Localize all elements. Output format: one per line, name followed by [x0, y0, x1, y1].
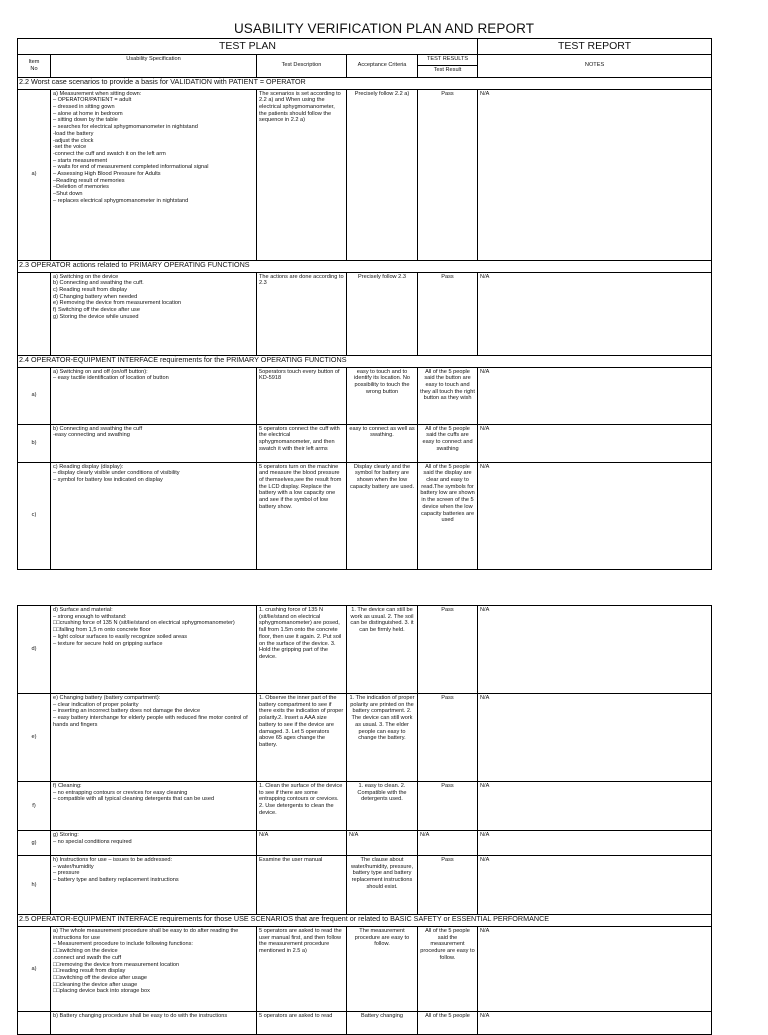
test-description-cell: 1. Clean the surface of the device to see if there are some entrapping contours or crevices. 2. Use detergents to clean the device.	[257, 782, 347, 831]
item-number	[18, 1012, 51, 1035]
acceptance-criteria-cell: Battery changing	[347, 1012, 418, 1035]
notes-header: NOTES	[478, 54, 712, 77]
item-number: g)	[18, 831, 51, 856]
usability-spec-cell: c) Reading display (display): – display clearly visible under conditions of visibility – symbol for battery low indicated on display	[53, 463, 180, 483]
table-row	[18, 694, 712, 782]
test-description-cell: The scenarios is set according to 2.2 a) and When using the electrical sphygmomanometer, the patients should follow the sequence in 2.2 a)	[257, 89, 347, 260]
acceptance-criteria-cell: The measurement procedure are easy to follow.	[347, 927, 418, 1012]
table-row	[18, 89, 712, 260]
item-number: f)	[18, 782, 51, 831]
test-result-cell: Pass	[418, 606, 478, 694]
acceptance-criteria-cell: 1. The indication of proper polarity are printed on the battery compartment. 2. The device can still work as usual. 3. The elder people can easy to change the battery.	[347, 694, 418, 782]
usability-spec-cell: g) Storing: – no special conditions required	[53, 832, 132, 845]
item-number: c)	[18, 462, 51, 569]
acceptance-criteria-cell: Precisely follow 2.3	[347, 272, 418, 355]
notes-cell: N/A	[478, 606, 712, 694]
acceptance-criteria-header: Acceptance Criteria	[347, 54, 418, 77]
usability-spec-cell: b) Connecting and swathing the cuff -easy connecting and swathing	[53, 425, 143, 439]
table-row	[18, 782, 712, 831]
test-result-cell: All of the 5 people said the button are easy to touch and they all touch the right button as they wish	[418, 367, 478, 424]
test-description-header: Test Description	[257, 54, 347, 77]
notes-cell: N/A	[478, 831, 712, 856]
notes-cell: N/A	[478, 782, 712, 831]
test-results-header: TEST RESULTS	[418, 54, 478, 65]
test-result-cell: Pass	[418, 272, 478, 355]
test-result-cell: Pass	[418, 856, 478, 915]
test-description-cell: The actions are done according to 2.3	[257, 272, 347, 355]
test-description-cell: 1. Observe the inner part of the battery compartment to see if there exits the indication of proper polarity.2. Insert a AAA size battery to see if the device are damaged. 3. Let 5 operators above 65 ages change the battery.	[257, 694, 347, 782]
test-result-cell: Pass	[418, 89, 478, 260]
table-row	[18, 856, 712, 915]
test-result-cell: All of the 5 people said the measurement procedure are easy to follow.	[418, 927, 478, 1012]
notes-cell: N/A	[478, 462, 712, 569]
item-number	[18, 272, 51, 355]
acceptance-criteria-cell: N/A	[347, 831, 418, 856]
test-result-cell: All of the 5 people	[418, 1012, 478, 1035]
section-2-4-title: 2.4 OPERATOR-EQUIPMENT INTERFACE requirements for the PRIMARY OPERATING FUNCTIONS	[18, 355, 712, 365]
notes-cell: N/A	[478, 424, 712, 462]
test-description-cell: 5 operators turn on the machine and measure the blood pressure of themselves,see the result from the LCD display. Replace the battery with a low capacity one and see if the symbol of low battery show.	[257, 462, 347, 569]
table-row	[18, 1012, 712, 1035]
usability-spec-cell: a) The whole measurement procedure shall be easy to do after reading the instructions for use – Measurement procedure to include following functions: □□switching on the device .connect and swath the cuff □□removing the device from measurement location □□reading result from display □□switching off the device after usage □□cleaning the device after usage □□placing device back into storage box	[53, 928, 239, 995]
table-row	[18, 606, 712, 694]
test-plan-header: TEST PLAN	[18, 39, 478, 55]
item-number: h)	[18, 856, 51, 915]
table-row	[18, 367, 712, 424]
item-number: b)	[18, 424, 51, 462]
test-description-cell: 5 operators are asked to read the user manual first, and then follow the measurement procedure mentioned in 2.5 a)	[257, 927, 347, 1012]
usability-spec-cell: h) Instructions for use – issues to be addressed: – water/humidity – pressure – battery type and battery replacement instructions	[53, 857, 179, 884]
test-description-cell: 5operators touch every button of KD-5918	[257, 367, 347, 424]
usability-spec-cell: b) Battery changing procedure shall be easy to do with the instructions	[53, 1013, 228, 1019]
notes-cell: N/A	[478, 272, 712, 355]
section-2-2-title: 2.2 Worst case scenarios to provide a basis for VALIDATION with PATIENT = OPERATOR	[18, 77, 712, 87]
usability-spec-cell: a) Switching on and off (on/off button): – easy tactile identification of location of button	[53, 368, 169, 382]
usability-spec-header: Usability Specification	[51, 54, 257, 77]
item-no-header: Item No	[28, 58, 40, 72]
item-number: a)	[18, 367, 51, 424]
table-row	[18, 272, 712, 355]
acceptance-criteria-cell: Precisely follow 2.2 a)	[347, 89, 418, 260]
notes-cell: N/A	[478, 367, 712, 424]
table-row	[18, 424, 712, 462]
item-number: e)	[18, 694, 51, 782]
item-number: d)	[18, 606, 51, 694]
usability-spec-cell: a) Measurement when sitting down: – OPERATOR/PATIENT = adult – dressed in sitting gown – alone at home in bedroom – sitting down by the table – searches for electrical sphygmomanometer in nightstand -load the battery -adjust the clock -set the voice -connect the cuff and swatch it on the left arm – starts measurement – waits for end of measurement completed informational signal – Assessing High Blood Pressure for Adults –Reading result of memories –Deletion of memories –Shut down – replaces electrical sphygmomanometer in nightstand	[53, 90, 209, 204]
usability-spec-cell: d) Surface and material: – strong enough to withstand: □□crushing force of 135 N (sit/lie/stand on electrical sphygmomanometer) □□falling from 1,5 m onto concrete floor – light colour surfaces to easily recognize soiled areas – texture for secure hold on gripping surface	[53, 607, 235, 647]
usability-table-part-2	[17, 605, 712, 1035]
usability-table-part-1	[17, 38, 712, 570]
notes-cell: N/A	[478, 694, 712, 782]
notes-cell: N/A	[478, 856, 712, 915]
page-title: USABILITY VERIFICATION PLAN AND REPORT	[233, 21, 535, 36]
section-2-3-title: 2.3 OPERATOR actions related to PRIMARY OPERATING FUNCTIONS	[18, 260, 712, 270]
item-number: a)	[18, 927, 51, 1012]
acceptance-criteria-cell: easy to touch and to identify its location. No possibility to touch the wrong button	[347, 367, 418, 424]
item-number: a)	[18, 89, 51, 260]
test-description-cell: 5 operators connect the cuff with the electrical sphygmomanometer, and then swatch it with their left arms	[257, 424, 347, 462]
notes-cell: N/A	[478, 927, 712, 1012]
acceptance-criteria-cell: 1. The device can still be work as usual. 2. The soil can be distinguished. 3. it can be firmly held.	[347, 606, 418, 694]
table-row	[18, 462, 712, 569]
test-result-cell: Pass	[418, 782, 478, 831]
test-result-cell: Pass	[418, 694, 478, 782]
acceptance-criteria-cell: easy to connect as well as swathing.	[347, 424, 418, 462]
test-report-header: TEST REPORT	[478, 39, 712, 55]
notes-cell: N/A	[478, 89, 712, 260]
section-2-5-title: 2.5 OPERATOR-EQUIPMENT INTERFACE requirements for those USE SCENARIOS that are frequent or related to BASIC SAFETY or ESSENTIAL PERFORMANCE	[18, 915, 712, 925]
acceptance-criteria-cell: 1. easy to clean. 2. Compatible with the detergents used.	[347, 782, 418, 831]
usability-spec-cell: f) Cleaning: – no entrapping contours or crevices for easy cleaning – compatible with all typical cleaning detergents that can be used	[53, 783, 215, 803]
test-result-cell: All of the 5 people said the cuffs are easy to connect and swathing	[418, 424, 478, 462]
acceptance-criteria-cell: Display clearly and the symbol for battery are shown when the low capacity battery are used.	[347, 462, 418, 569]
test-result-subheader: Test Result	[418, 65, 478, 77]
test-description-cell: 5 operators are asked to read	[257, 1012, 347, 1035]
table-row	[18, 831, 712, 856]
notes-cell: N/A	[478, 1012, 712, 1035]
acceptance-criteria-cell: The clause about water/humidity, pressure, battery type and battery replacement instructions should exist.	[347, 856, 418, 915]
usability-spec-cell: a) Switching on the device b) Connecting and swathing the cuff. c) Reading result from display d) Changing battery when needed e) Removing the device from measurement location f) Switching off the device after use g) Storing the device while unused	[53, 273, 182, 320]
test-description-cell: N/A	[257, 831, 347, 856]
test-result-cell: N/A	[418, 831, 478, 856]
table-row	[18, 927, 712, 1012]
usability-spec-cell: e) Changing battery (battery compartment): – clear indication of proper polarity – inserting an incorrect battery does not damage the device – easy battery interchange for elderly people with reduced fine motor control of hands and fingers	[53, 695, 248, 728]
test-description-cell: Examine the user manual	[257, 856, 347, 915]
test-description-cell: 1. crushing force of 135 N (sit/lie/stand on electrical sphygmomanometer) are posed, fall from 1.5m onto the concrete floor, then use it again. 2. Put soil on the surface of the device. 3. Hold the gripping part of the device.	[257, 606, 347, 694]
test-result-cell: All of the 5 people said the display are clear and easy to read.The symbols for battery low are shown in the screen of the 5 device when the low capacity batteries are used	[418, 462, 478, 569]
